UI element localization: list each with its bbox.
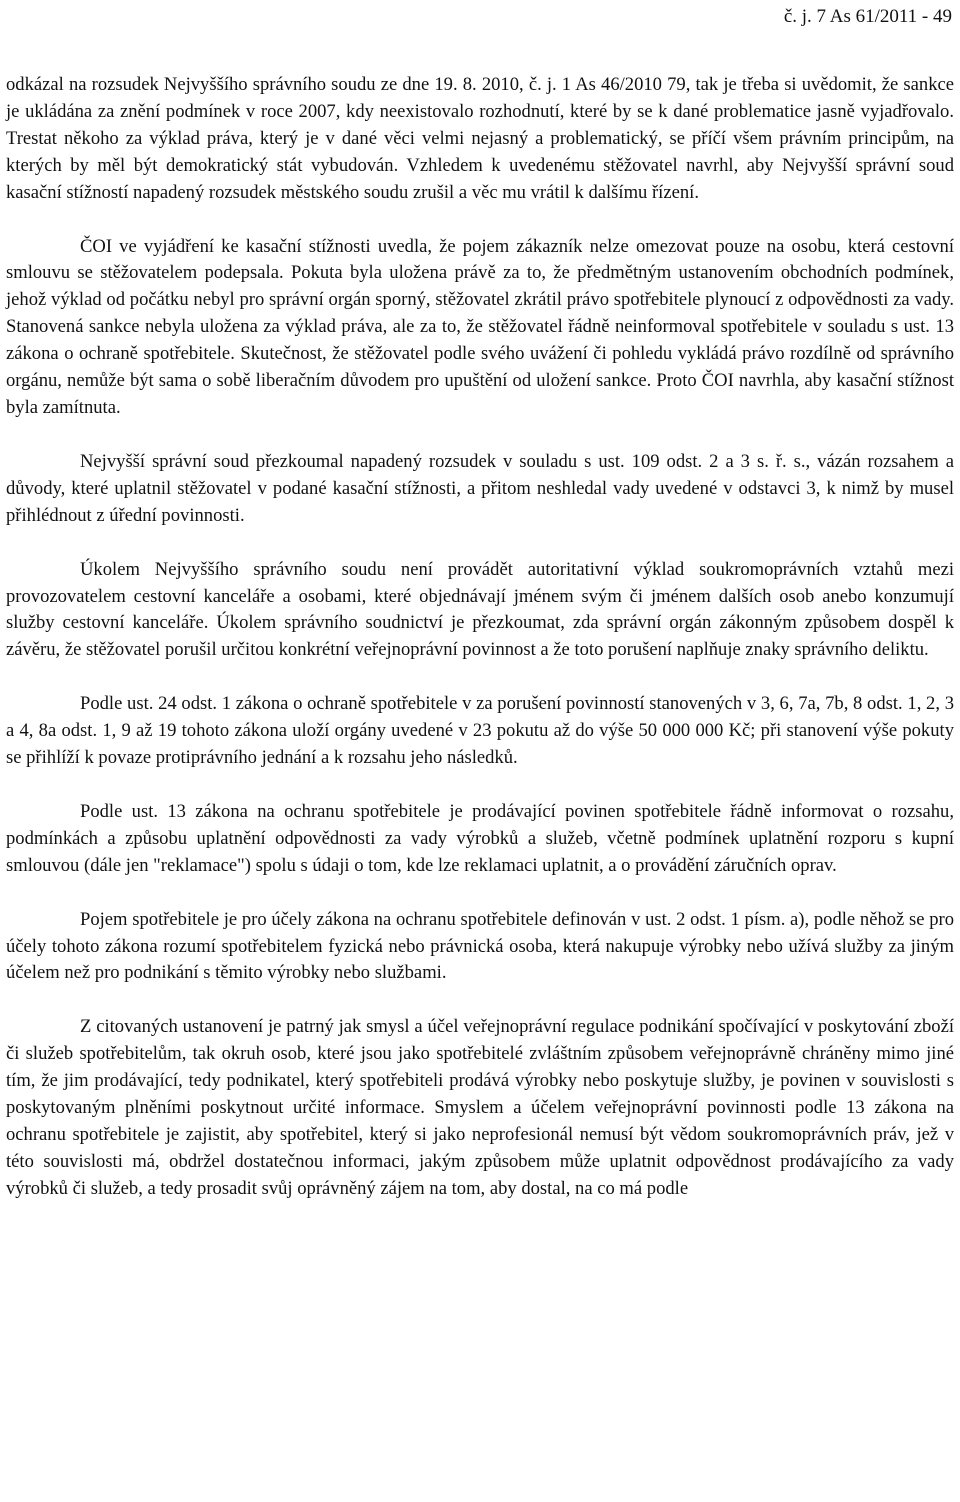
- paragraph-court-role: Úkolem Nejvyššího správního soudu není provádět autoritativní výklad soukromoprávních vztahů mezi provozovatelem cestovní kanceláře a osobami, které objednávají jménem svým či jménem dalších osob anebo konzumují služby cestovní kanceláře. Úkolem správního soudnictví je přezkoumat, zda správní orgán zákonným způsobem dospěl k závěru, že stěžovatel porušil určitou konkrétní veřejnoprávní povinnost a že toto porušení naplňuje znaky správního deliktu.: [6, 558, 954, 661]
- paragraph-court-review: Nejvyšší správní soud přezkoumal napadený rozsudek v souladu s ust. 109 odst. 2 a 3 s. ř. s., vázán rozsahem a důvody, které uplatnil stěžovatel v podané kasační stížnosti, a přitom neshledal vady uvedené v odstavci 3, k nimž by musel přihlédnout z úřední povinnosti.: [6, 450, 954, 526]
- case-number: č. j. 7 As 61/2011 - 49: [783, 6, 952, 27]
- paragraph-continuation: odkázal na rozsudek Nejvyššího správního soudu ze dne 19. 8. 2010, č. j. 1 As 46/2010 79, tak je třeba si uvědomit, že sankce je ukládána za znění podmínek v roce 2007, kdy neexistovalo rozhodnutí, které by se k dané problematice jasně vyjadřovalo. Trestat někoho za výklad práva, který je v dané věci velmi nejasný a problematický, se příčí všem právním principům, na kterých by měl být demokratický stát vybudován. Vzhledem k uvedenému stěžovatel navrhl, aby Nejvyšší správní soud kasační stížností napadený rozsudek městského soudu zrušil a věc mu vrátil k dalšímu řízení.: [6, 74, 954, 203]
- paragraph-regulation-purpose: Z citovaných ustanovení je patrný jak smysl a účel veřejnoprávní regulace podnikání spočívající v poskytování zboží či služeb spotřebitelům, tak okruh osob, které jsou jako spotřebitelé zvláštním způsobem veřejnoprávně chráněny mimo jiné tím, že jim prodávající, tedy podnikatel, který spotřebiteli prodává výrobky nebo poskytuje služby, je povinen v souvislosti s poskytovaným plněními poskytnout určité informace. Smyslem a účelem veřejnoprávní povinnosti podle 13 zákona na ochranu spotřebitele je zajistit, aby spotřebitel, který si jako neprofesionál nemusí být vědom soukromoprávních práv, jež v této souvislosti má, obdržel dostatečnou informaci, jakým způsobem může uplatnit odpovědnost prodávajícího za vady výrobků či služeb, a tedy prosadit svůj oprávněný zájem na tom, aby dostal, na co má podle: [6, 1016, 954, 1199]
- paragraph-section-13: Podle ust. 13 zákona na ochranu spotřebitele je prodávající povinen spotřebitele řádně informovat o rozsahu, podmínkách a způsobu uplatnění odpovědnosti za vady výrobků a služeb, včetně podmínek uplatnění rozporu s kupní smlouvou (dále jen "reklamace") spolu s údaji o tom, kde lze reklamaci uplatnit, a o provádění záručních oprav.: [6, 800, 954, 876]
- document-body: [6, 72, 954, 1230]
- paragraph-coi-statement: ČOI ve vyjádření ke kasační stížnosti uvedla, že pojem zákazník nelze omezovat pouze na osobu, která cestovní smlouvu se stěžovatelem podepsala. Pokuta byla uložena právě za to, že předmětným ustanovením obchodních podmínek, jehož výklad od počátku nebyl pro správní orgán sporný, stěžovatel zkrátil právo spotřebitele plynoucí z odpovědnosti za vady. Stanovená sankce nebyla uložena za výklad práva, ale za to, že stěžovatel řádně neinformoval spotřebitele v souladu s ust. 13 zákona o ochraně spotřebitele. Skutečnost, že stěžovatel podle svého uvážení či pohledu vykládá právo rozdílně od správního orgánu, nemůže být sama o sobě liberačním důvodem pro upuštění od uložení sankce. Proto ČOI navrhla, aby kasační stížnost byla zamítnuta.: [6, 235, 954, 418]
- paragraph-consumer-definition: Pojem spotřebitele je pro účely zákona na ochranu spotřebitele definován v ust. 2 odst. 1 písm. a), podle něhož se pro účely tohoto zákona rozumí spotřebitelem fyzická nebo právnická osoba, která nakupuje výrobky nebo užívá služby za jiným účelem než pro podnikání s těmito výrobky nebo službami.: [6, 908, 954, 984]
- paragraph-section-24: Podle ust. 24 odst. 1 zákona o ochraně spotřebitele v za porušení povinností stanovených v 3, 6, 7a, 7b, 8 odst. 1, 2, 3 a 4, 8a odst. 1, 9 až 19 tohoto zákona uloží orgány uvedené v 23 pokutu až do výše 50 000 000 Kč; při stanovení výše pokuty se přihlíží k povaze protiprávního jednání a k rozsahu jeho následků.: [6, 693, 954, 769]
